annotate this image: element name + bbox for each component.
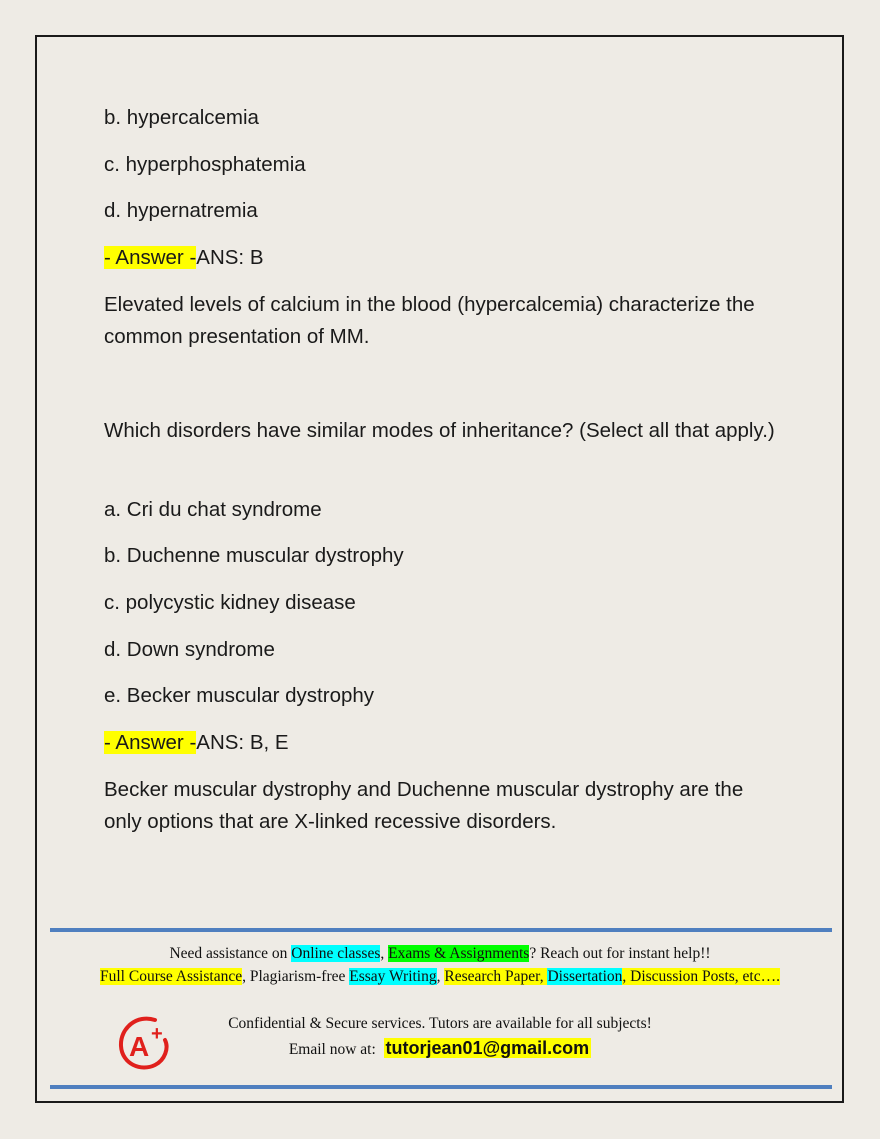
footer-text: Need assistance on <box>169 945 292 962</box>
footer-text: , <box>380 945 389 962</box>
svg-text:+: + <box>151 1023 163 1045</box>
svg-text:A: A <box>129 1031 150 1062</box>
footer-line-1 <box>0 945 880 963</box>
option-b: b. hypercalcemia <box>104 106 259 129</box>
email-line <box>0 1038 880 1059</box>
answer-line <box>104 727 289 759</box>
answer-value: ANS: B, E <box>196 731 289 754</box>
essay-writing-link[interactable]: Essay Writing <box>349 968 437 985</box>
discussion-posts-link[interactable]: , Discussion Posts, etc…. <box>622 968 780 985</box>
footer-line-2 <box>0 968 880 986</box>
full-course-link[interactable]: Full Course Assistance <box>100 968 243 985</box>
answer-label: - Answer - <box>104 731 197 754</box>
option-c: c. polycystic kidney disease <box>104 591 356 614</box>
option-d: d. hypernatremia <box>104 199 258 222</box>
option-e: e. Becker muscular dystrophy <box>104 684 375 707</box>
option-c: c. hyperphosphatemia <box>104 153 306 176</box>
email-link[interactable]: tutorjean01@gmail.com <box>385 1038 590 1058</box>
rationale: Becker muscular dystrophy and Duchenne muscular dystrophy are the only options that are X-linked recessive disorders. <box>104 778 744 833</box>
option-b: b. Duchenne muscular dystrophy <box>104 544 404 567</box>
option-d: d. Down syndrome <box>104 638 275 661</box>
question: Which disorders have similar modes of inheritance? (Select all that apply.) <box>104 419 775 442</box>
option-a: a. Cri du chat syndrome <box>104 498 322 521</box>
footer-top-rule <box>50 928 832 932</box>
online-classes-link[interactable]: Online classes <box>291 945 381 962</box>
answer-value: ANS: B <box>196 246 264 269</box>
exams-assignments-link[interactable]: Exams & Assignments <box>388 945 530 962</box>
footer-text: ? Reach out for instant help!! <box>529 945 711 962</box>
footer-text: , Plagiarism-free <box>242 968 350 985</box>
answer-label: - Answer - <box>104 246 197 269</box>
footer-bottom-rule <box>50 1085 832 1089</box>
answer-line <box>104 242 264 274</box>
footer-line-3: Confidential & Secure services. Tutors are available for all subjects! <box>228 1015 652 1032</box>
dissertation-link[interactable]: Dissertation <box>547 968 623 985</box>
footer-text: , <box>436 968 445 985</box>
research-paper-link[interactable]: Research Paper, <box>444 968 548 985</box>
email-prefix: Email now at: <box>288 1041 376 1058</box>
rationale: Elevated levels of calcium in the blood (hypercalcemia) characterize the common presentation of MM. <box>104 293 755 348</box>
